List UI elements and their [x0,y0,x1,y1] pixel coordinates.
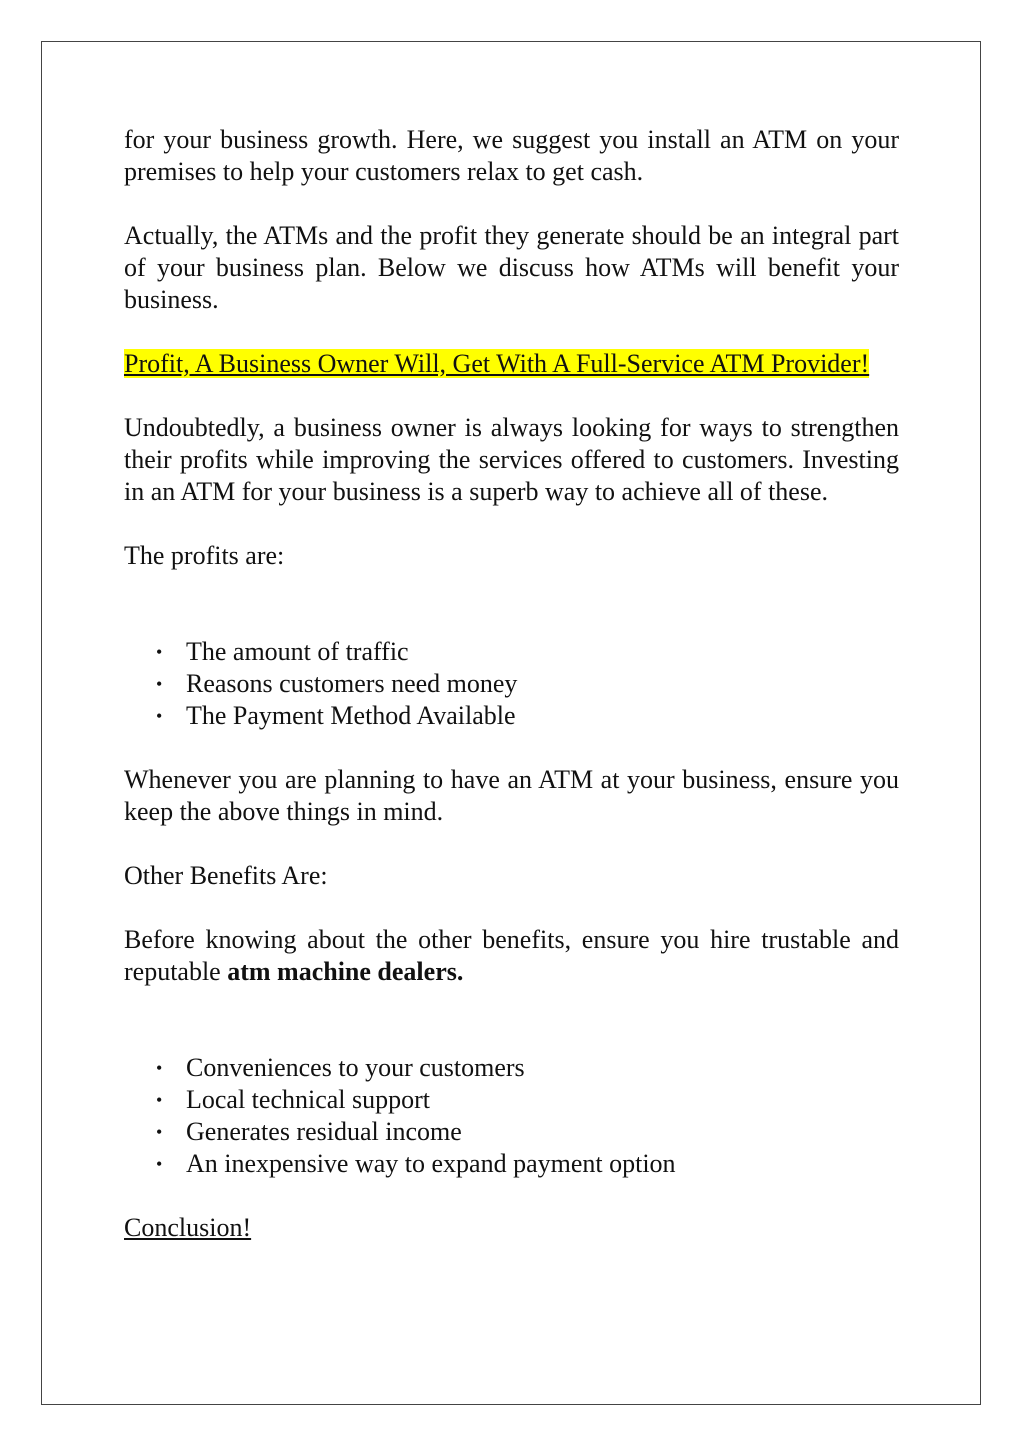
paragraph-before-knowing [124,924,899,988]
list-item [156,668,899,700]
bullet-icon: • [156,1122,163,1142]
heading-profit-text: Profit, A Business Owner Will, Get With A Full-Service ATM Provider! [124,349,870,378]
list-item-text: Local technical support [186,1085,431,1114]
list-item-text: Reasons customers need money [186,669,518,698]
profit-list [124,636,899,732]
list-item [156,1084,899,1116]
bullet-icon: • [156,706,163,726]
benefit-list [124,1052,899,1180]
bullet-icon: • [156,642,163,662]
paragraph-other-benefits: Other Benefits Are: [124,861,328,890]
bullet-icon: • [156,1090,163,1110]
bullet-icon: • [156,1058,163,1078]
before-knowing-text: Before knowing about the other benefits, ensure you hire trustable and reputable [124,925,899,986]
paragraph-profits-are: The profits are: [124,541,285,570]
document-body [124,124,899,1244]
list-item-text: Conveniences to your customers [186,1053,525,1082]
list-item [156,636,899,668]
list-item [156,700,899,732]
bullet-icon: • [156,674,163,694]
heading-conclusion: Conclusion! [124,1213,252,1242]
bullet-icon: • [156,1154,163,1174]
dealers-link-text: atm machine dealers. [227,957,464,986]
list-item-text: The Payment Method Available [186,701,516,730]
list-item [156,1052,899,1084]
list-item-text: The amount of traffic [186,637,409,666]
heading-profit [124,348,899,380]
paragraph-intro: for your business growth. Here, we suggest you install an ATM on your premises to help your customers relax to get cash. [124,125,899,186]
list-item-text: An inexpensive way to expand payment option [186,1149,676,1178]
list-item [156,1116,899,1148]
paragraph-undoubtedly: Undoubtedly, a business owner is always looking for ways to strengthen their profits while improving the services offered to customers. Investing in an ATM for your business is a superb way to achieve all of these. [124,413,899,506]
paragraph-whenever: Whenever you are planning to have an ATM at your business, ensure you keep the above things in mind. [124,765,899,826]
paragraph-atms-plan: Actually, the ATMs and the profit they generate should be an integral part of your business plan. Below we discuss how ATMs will benefit your business. [124,221,899,314]
list-item-text: Generates residual income [186,1117,462,1146]
list-item [156,1148,899,1180]
